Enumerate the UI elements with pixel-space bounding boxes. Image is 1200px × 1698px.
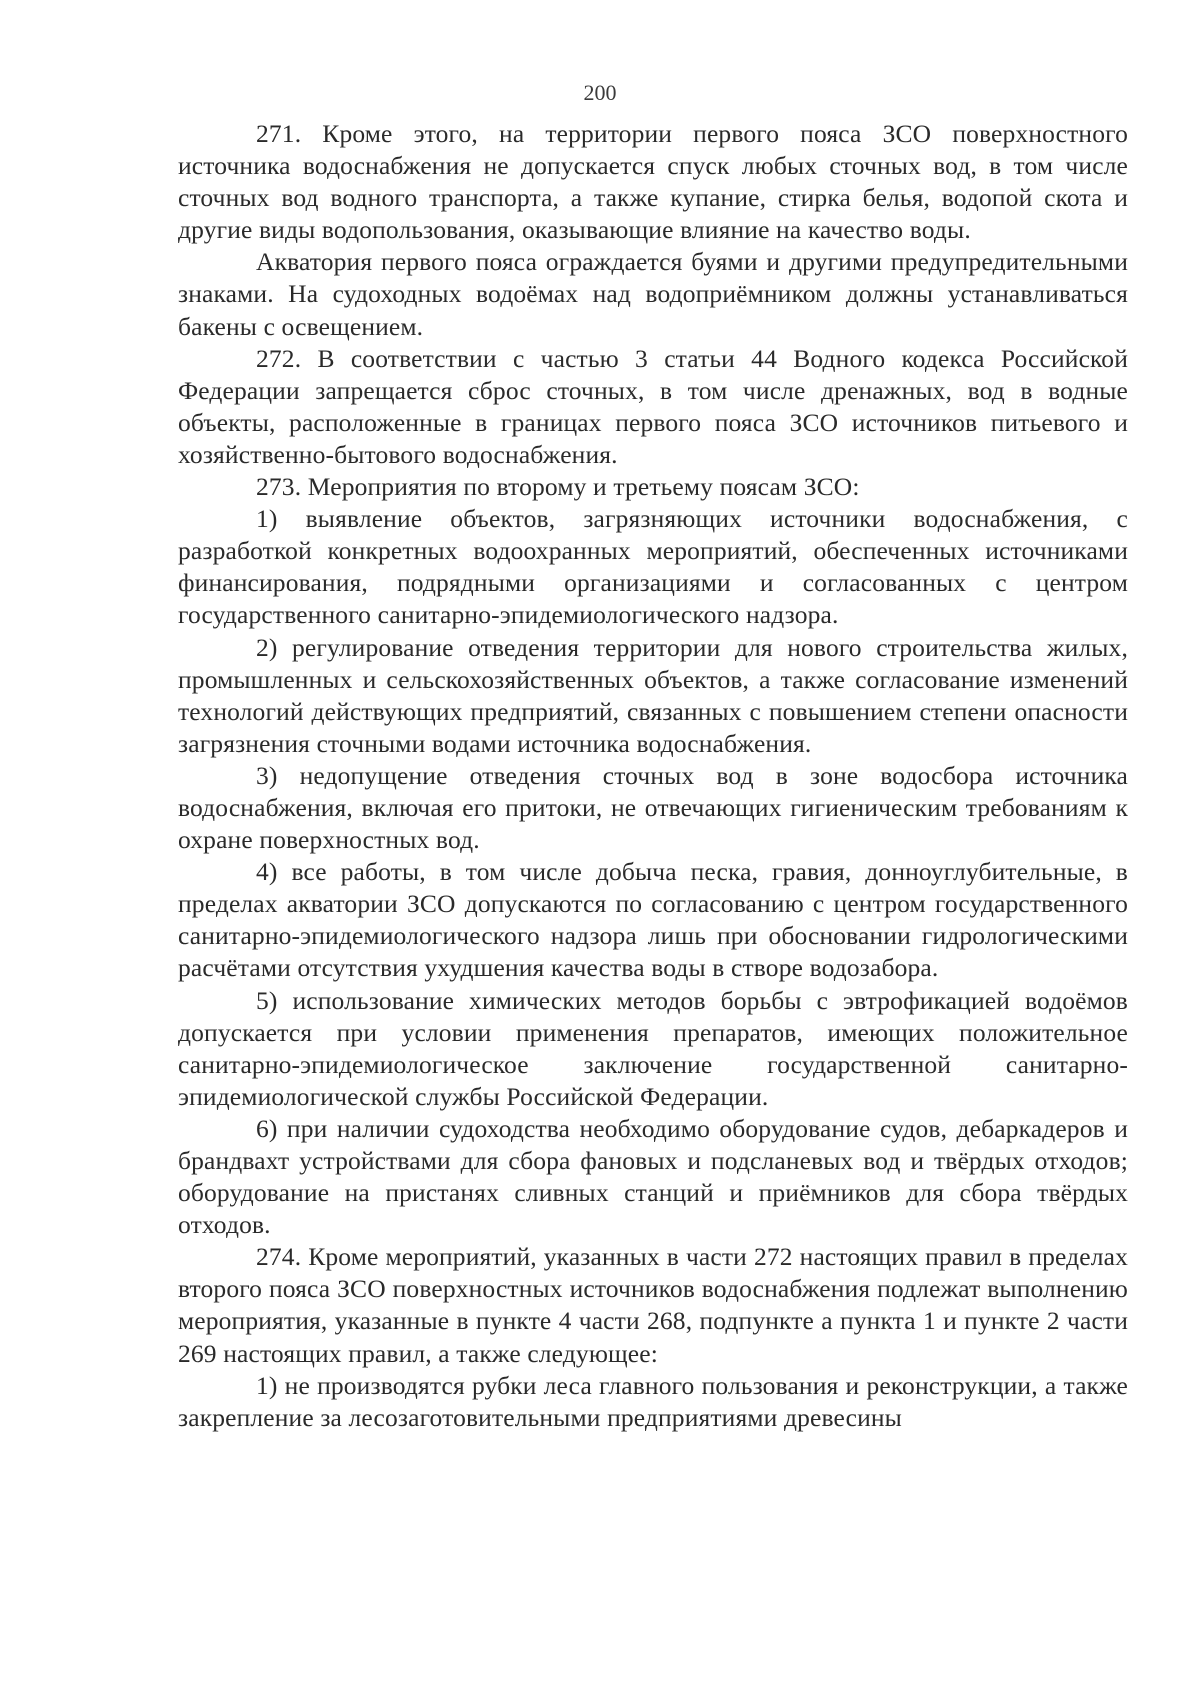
list-item-273-2: 2) регулирование отведения территории для нового строительства жилых, промышленных и сельскохозяйственных объектов, а также согласование изменений технологий действующих предприятий, связанных с повышением степени опасности загрязнения сточными водами источника водоснабжения. — [178, 632, 1128, 758]
list-item-273-1: 1) выявление объектов, загрязняющих источники водоснабжения, с разработкой конкретных водоохранных мероприятий, обеспеченных источниками финансирования, подрядными организациями и согласованных с центром государственного санитарно-эпидемиологического надзора. — [178, 504, 1128, 630]
paragraph-aquatoria: Акватория первого пояса ограждается буями и другими предупредительными знаками. На судоходных водоёмах над водоприёмником должны устанавливаться бакены с освещением. — [178, 247, 1128, 341]
paragraph-273: 273. Мероприятия по второму и третьему поясам ЗСО: — [256, 472, 860, 502]
page-number: 200 — [583, 80, 617, 105]
list-item-273-6: 6) при наличии судоходства необходимо оборудование судов, дебаркадеров и брандвахт устройствами для сбора фановых и подсланевых вод и твёрдых отходов; оборудование на пристанях сливных станций и приёмников для сбора твёрдых отходов. — [178, 1113, 1128, 1240]
document-body — [178, 118, 1128, 1434]
list-item-273-3: 3) недопущение отведения сточных вод в зоне водосбора источника водоснабжения, включая его притоки, не отвечающих гигиеническим требованиям к охране поверхностных вод. — [178, 760, 1128, 855]
list-item-273-4: 4) все работы, в том числе добыча песка, гравия, донноуглубительные, в пределах акватории ЗСО допускаются по согласованию с центром государственного санитарно-эпидемиологического надзора лишь при обосновании гидрологическими расчётами отсутствия ухудшения качества воды в створе водозабора. — [178, 857, 1128, 983]
list-item-273-5: 5) использование химических методов борьбы с эвтрофикацией водоёмов допускается при условии применения препаратов, имеющих положительное санитарно-эпидемиологическое заключение государственной санитарно-эпидемиологической службы Российской Федерации. — [178, 985, 1128, 1111]
paragraph-274: 274. Кроме мероприятий, указанных в части 272 настоящих правил в пределах второго пояса ЗСО поверхностных источников водоснабжения подлежат выполнению мероприятия, указанные в пункте 4 части 268, подпункте а пункта 1 и пункте 2 части 269 настоящих правил, а также следующее: — [178, 1242, 1128, 1368]
paragraph-271: 271. Кроме этого, на территории первого пояса ЗСО поверхностного источника водоснабжения не допускается спуск любых сточных вод, в том числе сточных вод водного транспорта, а также купание, стирка белья, водопой скота и другие виды водопользования, оказывающие влияние на качество воды. — [178, 119, 1128, 245]
paragraph-272: 272. В соответствии с частью 3 статьи 44 Водного кодекса Российской Федерации запрещается сброс сточных, в том числе дренажных, вод в водные объекты, расположенные в границах первого пояса ЗСО источников питьевого и хозяйственно-бытового водоснабжения. — [178, 343, 1128, 469]
list-item-274-1: 1) не производятся рубки леса главного пользования и реконструкции, а также закрепление за лесозаготовительными предприятиями древесины — [178, 1370, 1128, 1432]
